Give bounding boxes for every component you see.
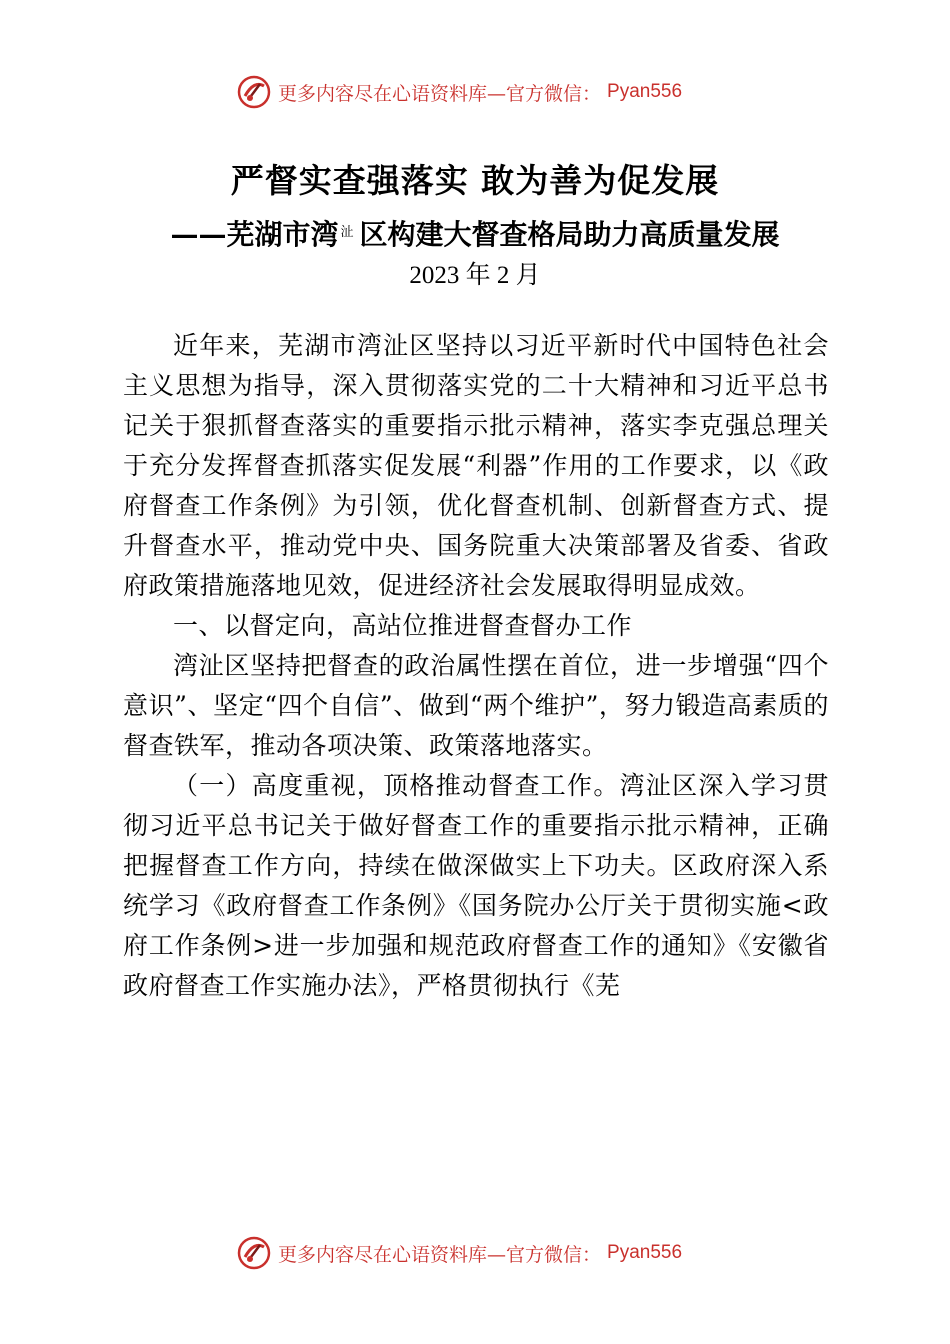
paragraph-subsection-1: （一）高度重视，顶格推动督查工作。湾沚区深入学习贯彻习近平总书记关于做好督查工作的重要指示批示精神，正确把握督查工作方向，持续在做深做实上下功夫。区政府深入系统学习《政府督查工作条例》《国务院办公厅关于贯彻实施<政府工作条例>进一步加强和规范政府督查工作的通知》《安徽省政府督查工作实施办法》，严格贯彻执行《芜 xyxy=(123,771,829,1000)
section-heading-1: 一、以督定向，高站位推进督查督办工作 xyxy=(173,611,633,640)
subtitle-prefix: ——芜湖市湾 xyxy=(170,218,339,251)
logo-icon xyxy=(236,1235,272,1271)
watermark-banner-top xyxy=(236,72,756,112)
watermark-banner-bottom xyxy=(236,1233,756,1273)
subtitle-superscript-char: 沚 xyxy=(340,225,354,240)
document-body xyxy=(123,326,829,1006)
document-subtitle xyxy=(0,212,950,256)
watermark-text: 更多内容尽在心语资料库—官方微信： xyxy=(278,1243,602,1266)
watermark-wechat-id: Pyan556 xyxy=(607,1242,683,1263)
watermark-wechat-id: Pyan556 xyxy=(607,81,683,102)
document-date: 2023 年 2 月 xyxy=(409,262,541,289)
watermark-text: 更多内容尽在心语资料库—官方微信： xyxy=(278,82,602,105)
subtitle-suffix: 区构建大督查格局助力高质量发展 xyxy=(359,218,780,251)
paragraph-section-1: 湾沚区坚持把督查的政治属性摆在首位，进一步增强“四个意识”、坚定“四个自信”、做到“两个维护”，努力锻造高素质的督查铁军，推动各项决策、政策落地落实。 xyxy=(123,651,829,760)
paragraph-intro: 近年来，芜湖市湾沚区坚持以习近平新时代中国特色社会主义思想为指导，深入贯彻落实党的二十大精神和习近平总书记关于狠抓督查落实的重要指示批示精神，落实李克强总理关于充分发挥督查抓落实促发展“利器”作用的工作要求，以《政府督查工作条例》为引领，优化督查机制、创新督查方式、提升督查水平，推动党中央、国务院重大决策部署及省委、省政府政策措施落地见效，促进经济社会发展取得明显成效。 xyxy=(123,331,829,600)
logo-icon xyxy=(236,74,272,110)
document-title: 严督实查强落实 敢为善为促发展 xyxy=(230,161,720,200)
